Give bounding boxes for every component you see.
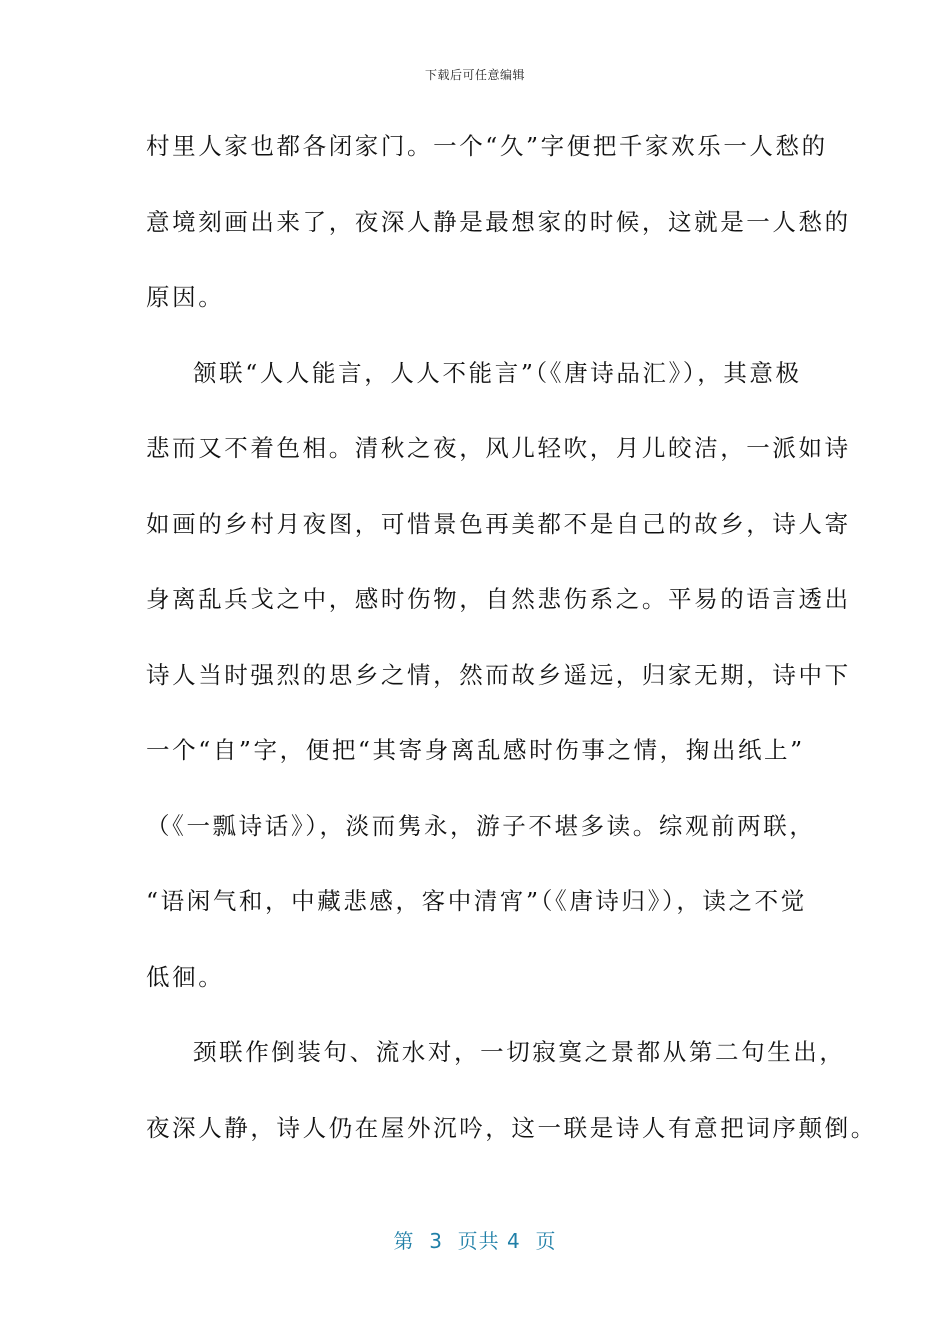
text-line: “语闲气和，中藏悲感，客中清宵”（《唐诗归》），读之不觉	[146, 887, 807, 915]
text-line: 原因。	[146, 283, 225, 311]
text-line: 身离乱兵戈之中，感时伤物，自然悲伤系之。平易的语言透出	[146, 585, 851, 613]
text-line: 低徊。	[146, 962, 225, 991]
text-line: （《一瓢诗话》），淡而隽永，游子不堪多读。综观前两联，	[146, 811, 816, 840]
text-line: 一个“自”字，便把“其寄身离乱感时伤事之情，掬出纸上”	[146, 736, 805, 764]
page-header-note: 下载后可任意编辑	[424, 68, 525, 82]
text-line: 夜深人静，诗人仍在屋外沉吟，这一联是诗人有意把词序颠倒。	[146, 1113, 877, 1142]
text-line: 如画的乡村月夜图，可惜景色再美都不是自己的故乡，诗人寄	[146, 509, 851, 538]
page-number-footer: 第 3 页共 4 页	[393, 1229, 557, 1253]
document-body	[146, 118, 877, 1175]
text-line: 意境刻画出来了，夜深人静是最想家的时候，这就是一人愁的	[146, 207, 851, 236]
paragraph-start-line: 颔联“人人能言，人人不能言”（《唐诗品汇》），其意极	[193, 358, 802, 387]
paragraph-start-line: 颈联作倒装句、流水对，一切寂寞之景都从第二句生出，	[193, 1038, 846, 1066]
text-line: 村里人家也都各闭家门。一个“久”字便把千家欢乐一人愁的	[146, 132, 828, 160]
text-line: 诗人当时强烈的思乡之情，然而故乡遥远，归家无期，诗中下	[146, 660, 851, 689]
text-line: 悲而又不着色相。清秋之夜，风儿轻吹，月儿皎洁，一派如诗	[146, 434, 851, 462]
